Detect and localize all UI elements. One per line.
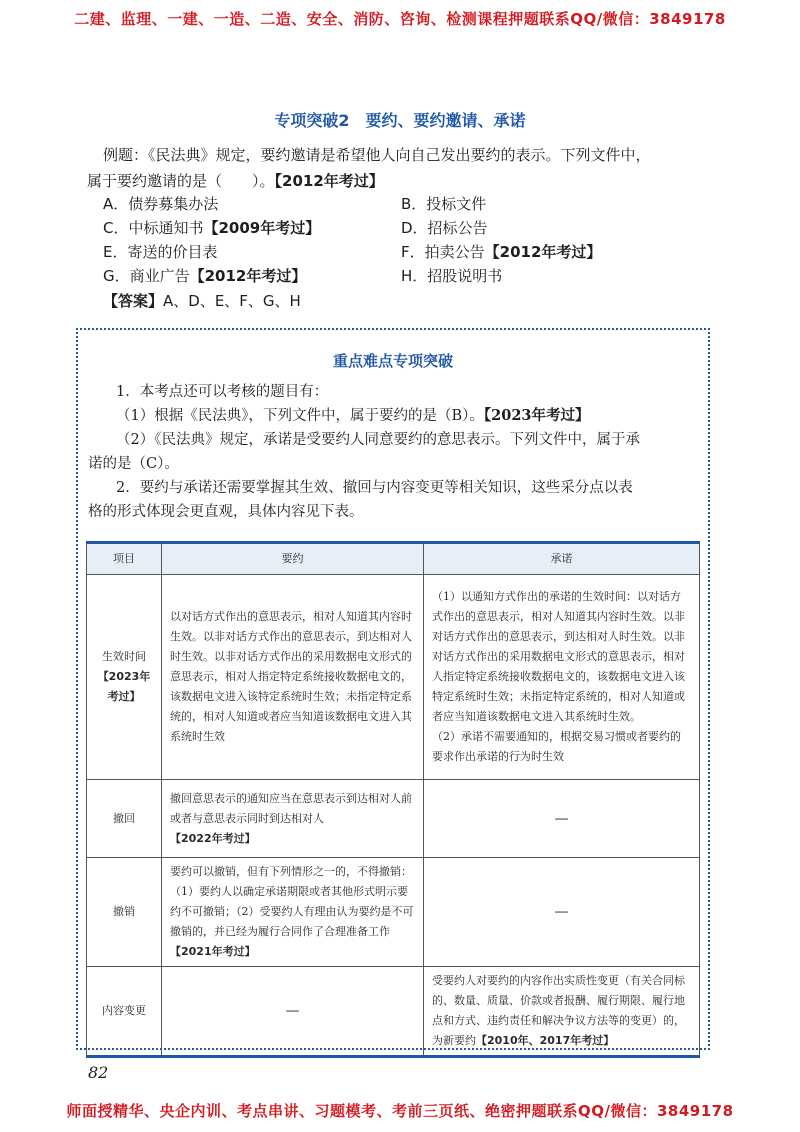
answer-line — [103, 289, 301, 313]
table-header-cell: 项目 — [87, 543, 162, 575]
option-g: G．商业广告【2012年考过】 — [103, 267, 307, 285]
table-row — [87, 780, 700, 858]
answer-text: A、D、E、F、G、H — [163, 292, 301, 310]
option-h: H．招股说明书 — [401, 267, 503, 285]
row-head: 撤回 — [87, 780, 162, 858]
box-paragraph-2: （1）根据《民法典》，下列文件中，属于要约的是（B）。【2023年考过】 — [116, 407, 590, 424]
row-head: 撤销 — [87, 858, 162, 967]
key-points-box — [76, 328, 710, 1050]
box-paragraph-1: 1．本考点还可以考核的题目有： — [116, 384, 329, 400]
table-row — [87, 575, 700, 780]
box-title: 重点难点专项突破 — [332, 352, 453, 370]
option-a: A．债券募集办法 — [103, 195, 219, 213]
row-head: 生效时间 【2023年考过】 — [87, 575, 162, 780]
offer-cell: 以对话方式作出的意思表示，相对人知道其内容时生效。以非对话方式作出的意思表示，到达相对人时生效。以非对话方式作出的采用数据电文形式的意思表示，相对人指定特定系统接收数据电文的，该数据电文进入该特定系统时生效；未指定特定系统的，相对人知道或者应当知道该数据电文进入其系统时生效 — [162, 575, 424, 780]
comparison-table — [86, 541, 700, 1058]
answer-tag: 【答案】 — [103, 292, 164, 310]
box-paragraph-4a: 2．要约与承诺还需要掌握其生效、撤回与内容变更等相关知识，这些采分点以表 — [116, 480, 633, 496]
acceptance-cell: （1）以通知方式作出的承诺的生效时间：以对话方式作出的意思表示，相对人知道其内容时生效。以非对话方式作出的意思表示，到达相对人时生效。以非对话方式作出的采用数据电文形式的意思表示，相对人指定特定系统接收数据电文的，该数据电文进入该特定系统时生效；未指定特定系统的，相对人知道或者应当知道该数据电文进入其系统时生效。 （2）承诺不需要通知的，根据交易习惯或者要约的要求作出承诺的行为时生效 — [424, 575, 700, 780]
option-e: E．寄送的价目表 — [103, 243, 218, 261]
exam-year-tag: 【2012年考过】 — [274, 172, 384, 190]
box-text — [88, 380, 700, 524]
question-line-2 — [87, 168, 723, 194]
box-paragraph-3a: （2）《民法典》规定，承诺是受要约人同意要约的意思表示。下列文件中，属于承 — [116, 432, 640, 448]
option-c: C．中标通知书【2009年考过】 — [103, 219, 321, 237]
page-number: 82 — [88, 1063, 109, 1082]
acceptance-cell: — — [424, 780, 700, 858]
table-header-cell: 要约 — [162, 543, 424, 575]
option-list — [103, 192, 723, 288]
offer-cell: 撤回意思表示的通知应当在意思表示到达相对人前或者与意思表示同时到达相对人 【2022年考过】 — [162, 780, 424, 858]
option-b: B．投标文件 — [401, 195, 487, 213]
offer-cell: — — [162, 967, 424, 1057]
question-line-1: 例题：《民法典》规定，要约邀请是希望他人向自己发出要约的表示。下列文件中， — [103, 146, 651, 164]
question-text: 属于要约邀请的是（ ）。 — [87, 172, 275, 190]
table-row — [87, 858, 700, 967]
acceptance-cell: — — [424, 858, 700, 967]
table-row — [87, 967, 700, 1057]
section-title: 专项突破2 要约、要约邀请、承诺 — [274, 111, 526, 130]
bottom-banner: 师面授精华、央企内训、考点串讲、习题模考、考前三页纸、绝密押题联系QQ/微信：3849178 — [66, 1102, 734, 1120]
row-head: 内容变更 — [87, 967, 162, 1057]
box-paragraph-3b: 诺的是（C）。 — [88, 456, 179, 472]
table-header-cell: 承诺 — [424, 543, 700, 575]
acceptance-cell: 受要约人对要约的内容作出实质性变更（有关合同标的、数量、质量、价款或者报酬、履行期限、履行地点和方式、违约责任和解决争议方法等的变更）的，为新要约【2010年、2017年考过】 — [424, 967, 700, 1057]
option-f: F．拍卖公告【2012年考过】 — [401, 243, 602, 261]
table-header-row — [87, 543, 700, 575]
example-question — [87, 142, 723, 194]
box-paragraph-4b: 格的形式体现会更直观，具体内容见下表。 — [88, 504, 364, 520]
option-d: D．招标公告 — [401, 219, 488, 237]
offer-cell: 要约可以撤销，但有下列情形之一的，不得撤销：（1）要约人以确定承诺期限或者其他形式明示要约不可撤销；（2）受要约人有理由认为要约是不可撤销的，并已经为履行合同作了合理准备工作【2021年考过】 — [162, 858, 424, 967]
top-banner: 二建、监理、一建、一造、二造、安全、消防、咨询、检测课程押题联系QQ/微信：3849178 — [74, 10, 726, 28]
